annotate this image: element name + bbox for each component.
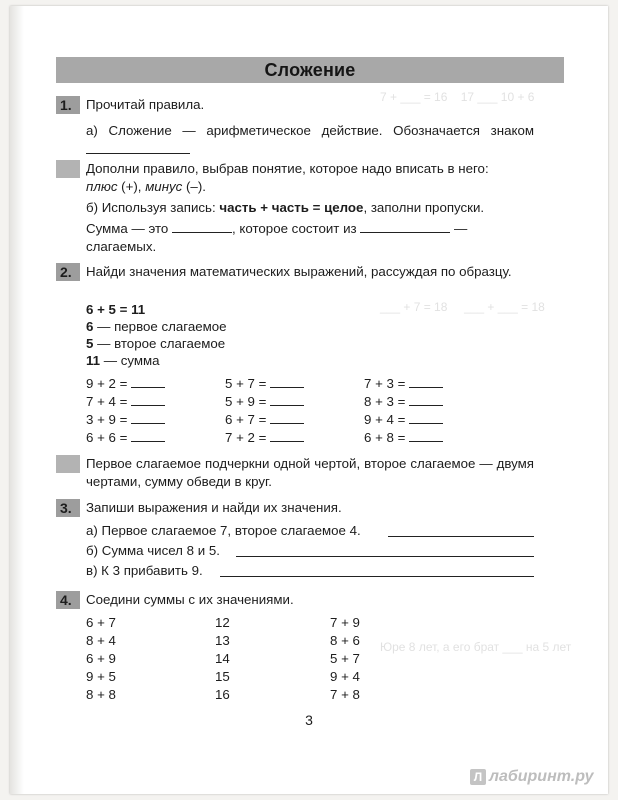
part-word-2: часть [271,200,309,215]
example-2-rest: — второе слагаемое [93,336,226,351]
expression-text: 7 + 2 = [225,430,267,445]
task-1a-text: а) Сложение — арифметическое действие. Обозначается знаком [86,123,534,138]
sign-blank[interactable] [86,140,190,154]
sum-middle: , которое состоит из [232,221,357,236]
task-1-complete-rule [86,160,534,196]
page-number: 3 [305,712,313,728]
bleed-through: Юре 8 лет, а его брат ___ на 5 лет [380,640,572,654]
answer-blank[interactable] [270,428,304,442]
task-3b: б) Сумма чисел 8 и 5. [86,543,220,558]
example-line-1 [86,318,227,336]
sum-left[interactable]: 9 + 5 [86,669,116,684]
minus-sign: (–). [182,179,206,194]
task-4-number: 4. [56,591,80,609]
example-3-rest: — сумма [100,353,160,368]
whole-word: целое [324,200,364,215]
sum-dash: — [454,221,468,236]
plus-sign: (+), [117,179,146,194]
answer-blank[interactable] [409,410,443,424]
expression-text: 7 + 3 = [364,376,406,391]
expression [225,374,304,393]
expression [364,374,443,393]
expression [225,392,304,411]
sum-left[interactable]: 8 + 8 [86,687,116,702]
expression-text: 9 + 2 = [86,376,128,391]
part-word-1: часть [219,200,257,215]
expression [364,410,443,429]
example-1-rest: — первое слагаемое [93,319,227,334]
task-1a [86,122,534,159]
task-2-extra: Первое слагаемое подчеркни одной чертой, второе слагаемое — двумя чертами, сумму обведи в круг. [86,456,534,489]
expression [225,410,304,429]
expression-text: 9 + 4 = [364,412,406,427]
answer-blank[interactable] [409,428,443,442]
complete-rule-text: Дополни правило, выбрав понятие, которое надо вписать в него: [86,161,489,176]
equals-operator: = [308,200,325,215]
sum-right[interactable]: 7 + 9 [330,615,360,630]
expression-text: 5 + 7 = [225,376,267,391]
expression [364,428,443,447]
plus-operator: + [256,200,272,215]
task-1b-prefix: б) Используя запись: [86,200,220,215]
example-1-bold: 6 [86,319,94,334]
plus-word: плюс [86,179,118,194]
page-title: Сложение [264,59,356,80]
answer-blank[interactable] [270,410,304,424]
expression [86,374,165,393]
task-1b [86,199,534,217]
value[interactable]: 16 [215,687,230,702]
task-1-number: 1. [56,96,80,114]
expression [86,410,165,429]
title-bar [56,57,564,83]
value[interactable]: 14 [215,651,230,666]
task-3b-answer-line[interactable] [236,556,534,557]
answer-blank[interactable] [409,392,443,406]
sum-prefix: Сумма — это [86,221,169,236]
example-3-bold: 11 [86,353,101,368]
sum-end: слагаемых. [86,239,157,254]
sum-right[interactable]: 5 + 7 [330,651,360,666]
answer-blank[interactable] [270,374,304,388]
example-line-3 [86,352,160,370]
sum-right[interactable]: 8 + 6 [330,633,360,648]
page-binding-shadow [10,6,24,794]
bleed-through: 7 + ___ = 16 17 ___ 10 + 6 [380,90,535,104]
example-line-2 [86,335,225,353]
answer-blank[interactable] [131,374,165,388]
expression [364,392,443,411]
expression [225,428,304,447]
sum-blank-1[interactable] [172,219,232,233]
task-3a: а) Первое слагаемое 7, второе слагаемое 4. [86,523,361,538]
expression-text: 7 + 4 = [86,394,128,409]
example-equation: 6 + 5 = 11 [86,302,146,317]
answer-blank[interactable] [270,392,304,406]
expression [86,428,165,447]
value[interactable]: 13 [215,633,230,648]
task-2-heading: Найди значения математических выражений, рассуждая по образцу. [86,264,512,279]
watermark-text: лабиринт.ру [489,768,594,785]
sum-blank-2[interactable] [360,219,450,233]
sum-right[interactable]: 9 + 4 [330,669,360,684]
bleed-through: ___ + 7 = 18 ___ + ___ = 18 [380,300,545,314]
sum-right[interactable]: 7 + 8 [330,687,360,702]
answer-blank[interactable] [409,374,443,388]
expression-text: 3 + 9 = [86,412,128,427]
sum-left[interactable]: 6 + 7 [86,615,116,630]
task-1-heading: Прочитай правила. [86,97,205,112]
minus-word: минус [145,179,183,194]
expression-text: 6 + 8 = [364,430,406,445]
answer-blank[interactable] [131,410,165,424]
task-3-number: 3. [56,499,80,517]
value[interactable]: 15 [215,669,230,684]
expression-text: 6 + 6 = [86,430,128,445]
task-1-extra-marker [56,160,80,178]
answer-blank[interactable] [131,428,165,442]
task-2-extra-marker [56,455,80,473]
example-2-bold: 5 [86,336,94,351]
expression-text: 6 + 7 = [225,412,267,427]
task-3a-answer-line[interactable] [388,536,534,537]
task-4-heading: Соедини суммы с их значениями. [86,592,294,607]
sum-definition [86,219,534,256]
task-2-number: 2. [56,263,80,281]
task-3-heading: Запиши выражения и найди их значения. [86,500,342,515]
value[interactable]: 12 [215,615,230,630]
expression-text: 5 + 9 = [225,394,267,409]
task-3c: в) К 3 прибавить 9. [86,563,203,578]
expression [86,392,165,411]
labirint-logo-icon: Л [470,769,486,785]
sum-left[interactable]: 8 + 4 [86,633,116,648]
answer-blank[interactable] [131,392,165,406]
task-1b-suffix: , заполни пропуски. [363,200,485,215]
watermark [470,768,593,786]
task-3c-answer-line[interactable] [220,576,534,577]
sum-left[interactable]: 6 + 9 [86,651,116,666]
expression-text: 8 + 3 = [364,394,406,409]
